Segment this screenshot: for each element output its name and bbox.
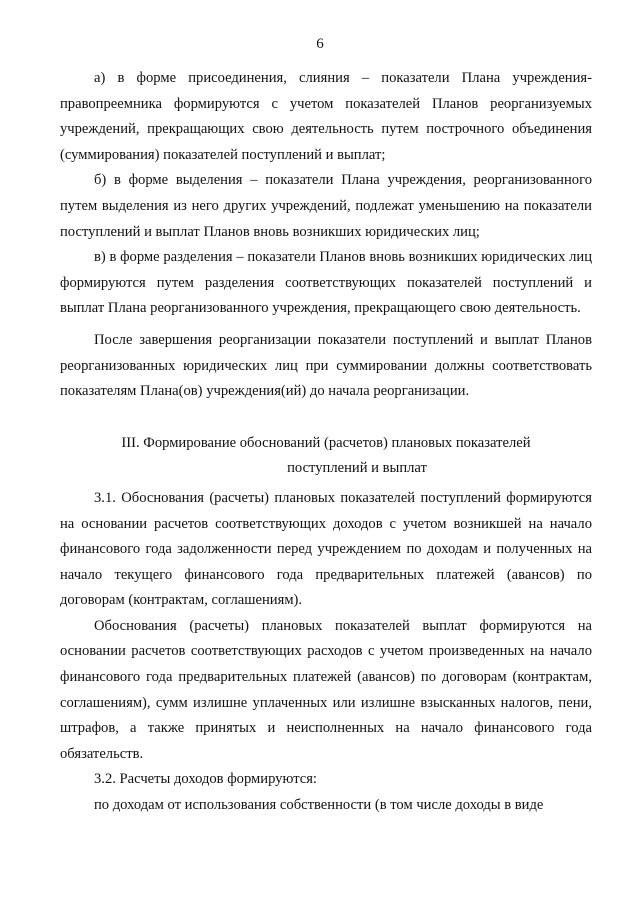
- page-number: 6: [316, 36, 324, 52]
- paragraph-reorg-merger: а) в форме присоединения, слияния – показатели Плана учреждения-правопреемника формируются с учетом показателей Планов реорганизуемых учреждений, прекращающих свою деятельность путем построчного объединения (суммирования) показателей поступлений и выплат;: [60, 70, 592, 163]
- section-heading: [60, 431, 592, 482]
- paragraph-after-reorg: После завершения реорганизации показатели поступлений и выплат Планов реорганизованных юридических лиц при суммировании должны соответствовать показателям Плана(ов) учреждения(ий) до начала реорганизации.: [60, 331, 592, 400]
- paragraph-reorg-separation: б) в форме выделения – показатели Плана учреждения, реорганизованного путем выделения из него других учреждений, подлежат уменьшению на показатели поступлений и выплат Планов вновь возникших юридических лиц;: [60, 172, 592, 240]
- paragraph-3-1: 3.1. Обоснования (расчеты) плановых показателей поступлений формируются на основании расчетов соответствующих доходов с учетом возникшей на начало финансового года задолженности перед учреждением по доходам и полученных на начало текущего финансового года предварительных платежей (авансов) по договорам (контрактам, соглашениям).: [60, 489, 592, 609]
- section-heading-line-2: поступлений и выплат: [287, 460, 427, 477]
- paragraph-reorg-division: в) в форме разделения – показатели Планов вновь возникших юридических лиц формируются путем разделения соответствующих показателей поступлений и выплат Плана реорганизованного учреждения, прекращающего свою деятельность.: [60, 249, 592, 317]
- document-body: [60, 66, 592, 819]
- paragraph-property-income: по доходам от использования собственности (в том числе доходы в виде: [94, 797, 544, 814]
- paragraph-3-2: 3.2. Расчеты доходов формируются:: [94, 771, 317, 788]
- paragraph-payments: Обоснования (расчеты) плановых показателей выплат формируются на основании расчетов соответствующих расходов с учетом произведенных на начало финансового года предварительных платежей (авансов) по договорам (контрактам, соглашениям), сумм излишне уплаченных или излишне взысканных налогов, пени, штрафов, а также принятых и неисполненных на начало финансового года обязательств.: [60, 617, 592, 762]
- section-heading-line-1: III. Формирование обоснований (расчетов) плановых показателей: [121, 434, 531, 451]
